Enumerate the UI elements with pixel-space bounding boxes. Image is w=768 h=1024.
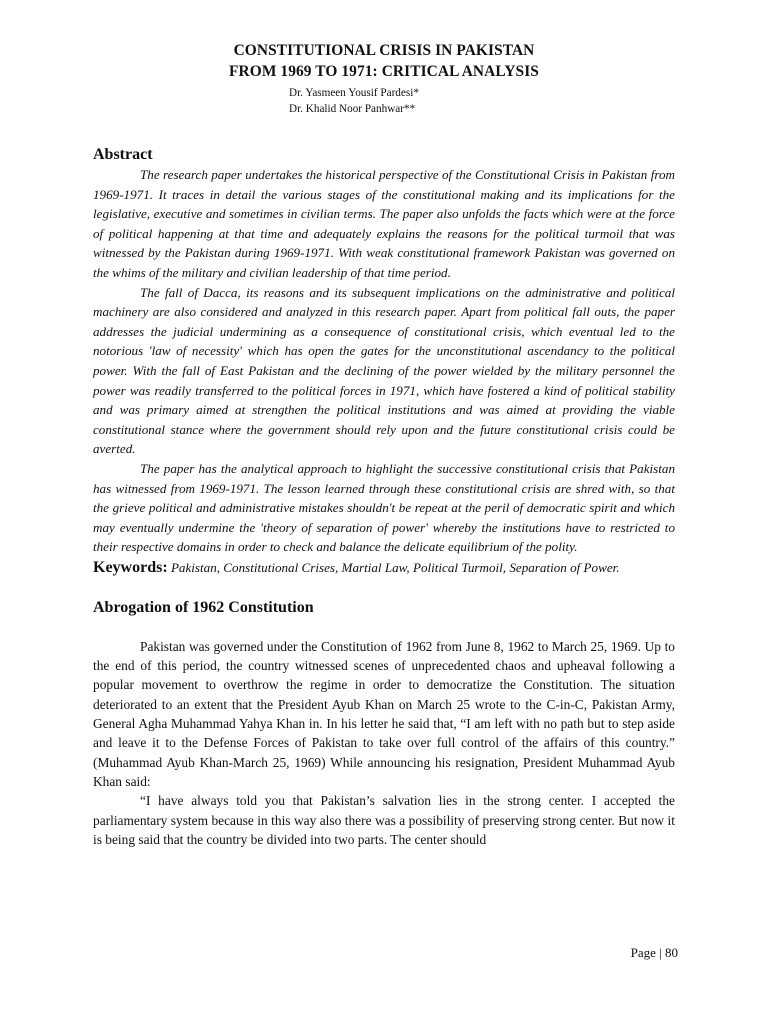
abstract-heading: Abstract <box>93 146 153 163</box>
authors <box>289 85 675 117</box>
abstract-paragraph-3: The paper has the analytical approach to highlight the successive constitutional crisis that Pakistan has witnessed from 1969-1971. The lesson learned through these constitutional crisis are shred with, so that the grieve political and administrative mistakes shouldn't be repeat at the peril of democratic spirit and which may eventually undermine the 'theory of separation of power' whereby the institutions have to restricted to their respective domains in order to check and balance the delicate equilibrium of the polity. <box>93 460 675 555</box>
author-1: Dr. Yasmeen Yousif Pardesi* <box>289 87 419 99</box>
abstract-paragraph-1: The research paper undertakes the historical perspective of the Constitutional Crisis in Pakistan from 1969-1971. It traces in detail the various stages of the constitutional making and its implications for the legislative, executive and sometimes in civilian terms. The paper also unfolds the facts which were at the force of political happening at that time and adequately explains the reasons for the political turmoil that was witnessed by the Pakistan during 1969-1971. With weak constitutional framework Pakistan was governed on the whims of the military and civilian leadership of that time period. <box>93 167 675 280</box>
keywords-label: Keywords: <box>93 558 168 576</box>
author-2: Dr. Khalid Noor Panhwar** <box>289 103 416 115</box>
section-quote: “I have always told you that Pakistan’s salvation lies in the strong center. I accepted the parliamentary system because in this way also there was a possibility of preserving strong center. But now it is being said that the country be divided into two parts. The center should <box>93 793 675 847</box>
paper-title <box>93 40 675 82</box>
page-number: Page | 80 <box>630 945 678 960</box>
title-line-2: FROM 1969 TO 1971: CRITICAL ANALYSIS <box>229 63 539 80</box>
section-body <box>93 637 675 849</box>
title-line-1: CONSTITUTIONAL CRISIS IN PAKISTAN <box>233 42 535 59</box>
keywords-text: Pakistan, Constitutional Crises, Martial Law, Political Turmoil, Separation of Power. <box>170 559 620 575</box>
section-paragraph-1: Pakistan was governed under the Constitution of 1962 from June 8, 1962 to March 25, 1969. Up to the end of this period, the country witnessed scenes of unprecedented chaos and upheaval following a popular movement to overthrow the regime in order to democratize the Constitution. The situation deteriorated to an extent that the President Ayub Khan on March 25 wrote to the C-in-C, Pakistan Army, General Agha Muhammad Yahya Khan in. In his letter he said that, “I am left with no path but to step aside and leave it to the Defense Forces of Pakistan to take over full control of the affairs of this country.” (Muhammad Ayub Khan-March 25, 1969) While announcing his resignation, President Muhammad Ayub Khan said: <box>93 638 675 789</box>
abstract-body <box>93 165 675 557</box>
paper-page <box>93 40 675 849</box>
section-heading: Abrogation of 1962 Constitution <box>93 598 314 616</box>
keywords <box>93 557 675 578</box>
abstract-paragraph-2: The fall of Dacca, its reasons and its subsequent implications on the administrative and political machinery are also considered and analyzed in this research paper. Apart from political fall outs, the paper addresses the judicial undermining as a consequence of constitutional crisis, which eventual led to the notorious 'law of necessity' which has open the gates for the unconstitutional ascendancy to the political power. With the fall of East Pakistan and the declining of the power wielded by the military personnel the power was readily transferred to the political forces in 1971, which have fostered a kind of political stability and was primary aimed at strengthen the political institutions and was aimed at providing the viable constitutional stance where the government should rely upon and the future constitutional crisis could be averted. <box>93 284 675 457</box>
